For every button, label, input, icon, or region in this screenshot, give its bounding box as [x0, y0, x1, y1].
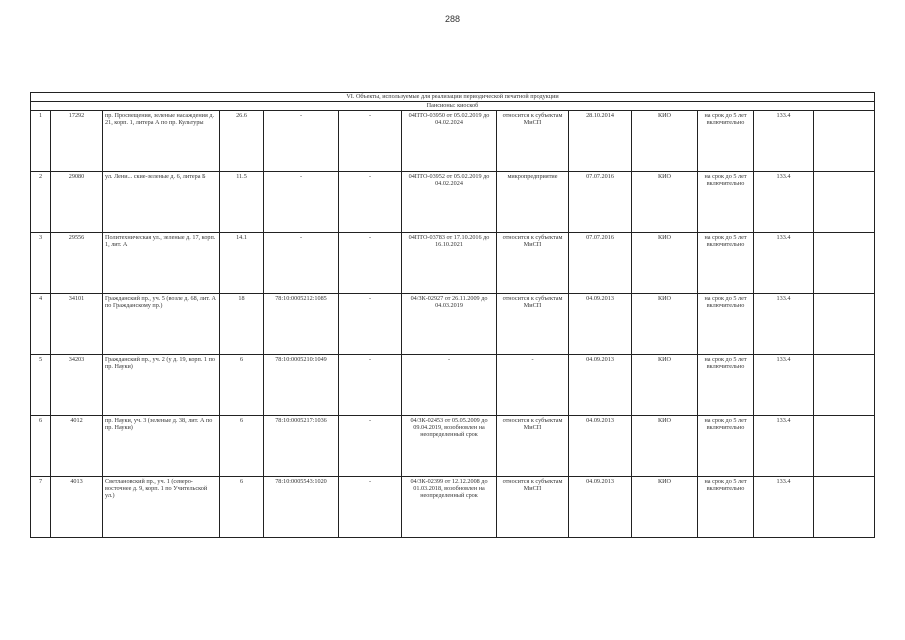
date-cell: 04.09.2013	[569, 477, 632, 538]
tenant-status-cell: относится к субъектам МиСП	[497, 233, 569, 294]
extra-cell: -	[339, 172, 402, 233]
date-cell: 07.07.2016	[569, 172, 632, 233]
row-number-cell: 1	[31, 111, 51, 172]
contract-cell: -	[402, 355, 497, 416]
object-id-cell: 17292	[51, 111, 103, 172]
row-number-cell: 2	[31, 172, 51, 233]
district-heading: Пансионы: киоскоб	[31, 102, 875, 111]
organization-cell: КИО	[632, 477, 698, 538]
extra-cell: -	[339, 111, 402, 172]
empty-cell-cell	[814, 355, 875, 416]
date-cell: 04.09.2013	[569, 416, 632, 477]
organization-cell: КИО	[632, 233, 698, 294]
cadastral-number-cell: -	[264, 111, 339, 172]
date-cell: 28.10.2014	[569, 111, 632, 172]
code-cell: 133.4	[754, 294, 814, 355]
area-cell: 11.5	[220, 172, 264, 233]
empty-cell-cell	[814, 233, 875, 294]
empty-cell-cell	[814, 294, 875, 355]
extra-cell: -	[339, 477, 402, 538]
organization-cell: КИО	[632, 416, 698, 477]
contract-cell: 04/ЗК-02927 от 26.11.2009 до 04.03.2019	[402, 294, 497, 355]
tenant-status-cell: относится к субъектам МиСП	[497, 416, 569, 477]
area-cell: 18	[220, 294, 264, 355]
date-cell: 07.07.2016	[569, 233, 632, 294]
extra-cell: -	[339, 233, 402, 294]
table-row	[31, 416, 875, 477]
row-number-cell: 5	[31, 355, 51, 416]
contract-cell: 04ПТО-03952 от 05.02.2019 до 04.02.2024	[402, 172, 497, 233]
code-cell: 133.4	[754, 111, 814, 172]
table-row	[31, 294, 875, 355]
date-cell: 04.09.2013	[569, 355, 632, 416]
organization-cell: КИО	[632, 294, 698, 355]
empty-cell-cell	[814, 111, 875, 172]
address-cell: ул. Лени... ские-зеленые д. 6, литера Б	[103, 172, 220, 233]
code-cell: 133.4	[754, 233, 814, 294]
organization-cell: КИО	[632, 172, 698, 233]
cadastral-number-cell: 78:10:0005212:1085	[264, 294, 339, 355]
area-cell: 6	[220, 355, 264, 416]
table-row	[31, 172, 875, 233]
address-cell: Светлановский пр., уч. 1 (северо-восточнее д. 9, корп. 1 по Учительской ул.)	[103, 477, 220, 538]
cadastral-number-cell: 78:10:0005210:1049	[264, 355, 339, 416]
organization-cell: КИО	[632, 111, 698, 172]
term-cell: на срок до 5 лет включительно	[698, 172, 754, 233]
term-cell: на срок до 5 лет включительно	[698, 416, 754, 477]
date-cell: 04.09.2013	[569, 294, 632, 355]
tenant-status-cell: микропредприятие	[497, 172, 569, 233]
section-title: VI. Объекты, используемые для реализации периодической печатной продукции	[31, 93, 875, 102]
page-number: 288	[444, 14, 461, 24]
area-cell: 14.1	[220, 233, 264, 294]
empty-cell-cell	[814, 416, 875, 477]
empty-cell-cell	[814, 477, 875, 538]
table-row	[31, 355, 875, 416]
term-cell: на срок до 5 лет включительно	[698, 233, 754, 294]
code-cell: 133.4	[754, 172, 814, 233]
table-row	[31, 111, 875, 172]
code-cell: 133.4	[754, 355, 814, 416]
table-row	[31, 477, 875, 538]
address-cell: пр. Просвещения, зеленые насаждения д. 21, корп. 1, литера А по пр. Культуры	[103, 111, 220, 172]
object-id-cell: 34101	[51, 294, 103, 355]
object-id-cell: 4013	[51, 477, 103, 538]
area-cell: 6	[220, 416, 264, 477]
code-cell: 133.4	[754, 416, 814, 477]
organization-cell: КИО	[632, 355, 698, 416]
address-cell: Гражданский пр., уч. 2 (у д. 19, корп. 1 по пр. Науки)	[103, 355, 220, 416]
tenant-status-cell: относится к субъектам МиСП	[497, 111, 569, 172]
cadastral-number-cell: -	[264, 172, 339, 233]
table-body	[31, 93, 875, 538]
row-number-cell: 3	[31, 233, 51, 294]
row-number-cell: 6	[31, 416, 51, 477]
extra-cell: -	[339, 294, 402, 355]
contract-cell: 04ПТО-03950 от 05.02.2019 до 04.02.2024	[402, 111, 497, 172]
contract-cell: 04/ЗК-02399 от 12.12.2008 до 01.03.2018, возобновлен на неопределенный срок	[402, 477, 497, 538]
tenant-status-cell: -	[497, 355, 569, 416]
area-cell: 26.6	[220, 111, 264, 172]
address-cell: Политехническая ул., зеленые д. 17, корп. 1, лит. А	[103, 233, 220, 294]
row-number-cell: 4	[31, 294, 51, 355]
register-table	[30, 92, 875, 538]
cadastral-number-cell: 78:10:0005543:1020	[264, 477, 339, 538]
term-cell: на срок до 5 лет включительно	[698, 355, 754, 416]
contract-cell: 04ПТО-03783 от 17.10.2016 до 16.10.2021	[402, 233, 497, 294]
object-id-cell: 34203	[51, 355, 103, 416]
term-cell: на срок до 5 лет включительно	[698, 111, 754, 172]
contract-cell: 04/ЗК-02453 от 05.05.2009 до 09.04.2019, возобновлен на неопределенный срок	[402, 416, 497, 477]
address-cell: пр. Науки, уч. 3 (зеленые д. 38, лит. А по пр. Науки)	[103, 416, 220, 477]
extra-cell: -	[339, 416, 402, 477]
term-cell: на срок до 5 лет включительно	[698, 477, 754, 538]
term-cell: на срок до 5 лет включительно	[698, 294, 754, 355]
cadastral-number-cell: 78:10:0005217:1036	[264, 416, 339, 477]
object-id-cell: 29080	[51, 172, 103, 233]
table-row	[31, 233, 875, 294]
area-cell: 6	[220, 477, 264, 538]
empty-cell-cell	[814, 172, 875, 233]
cadastral-number-cell: -	[264, 233, 339, 294]
code-cell: 133.4	[754, 477, 814, 538]
object-id-cell: 29556	[51, 233, 103, 294]
tenant-status-cell: относится к субъектам МиСП	[497, 294, 569, 355]
extra-cell: -	[339, 355, 402, 416]
row-number-cell: 7	[31, 477, 51, 538]
object-id-cell: 4012	[51, 416, 103, 477]
address-cell: Гражданский пр., уч. 5 (возле д. 68, лит. А по Гражданскому пр.)	[103, 294, 220, 355]
tenant-status-cell: относится к субъектам МиСП	[497, 477, 569, 538]
